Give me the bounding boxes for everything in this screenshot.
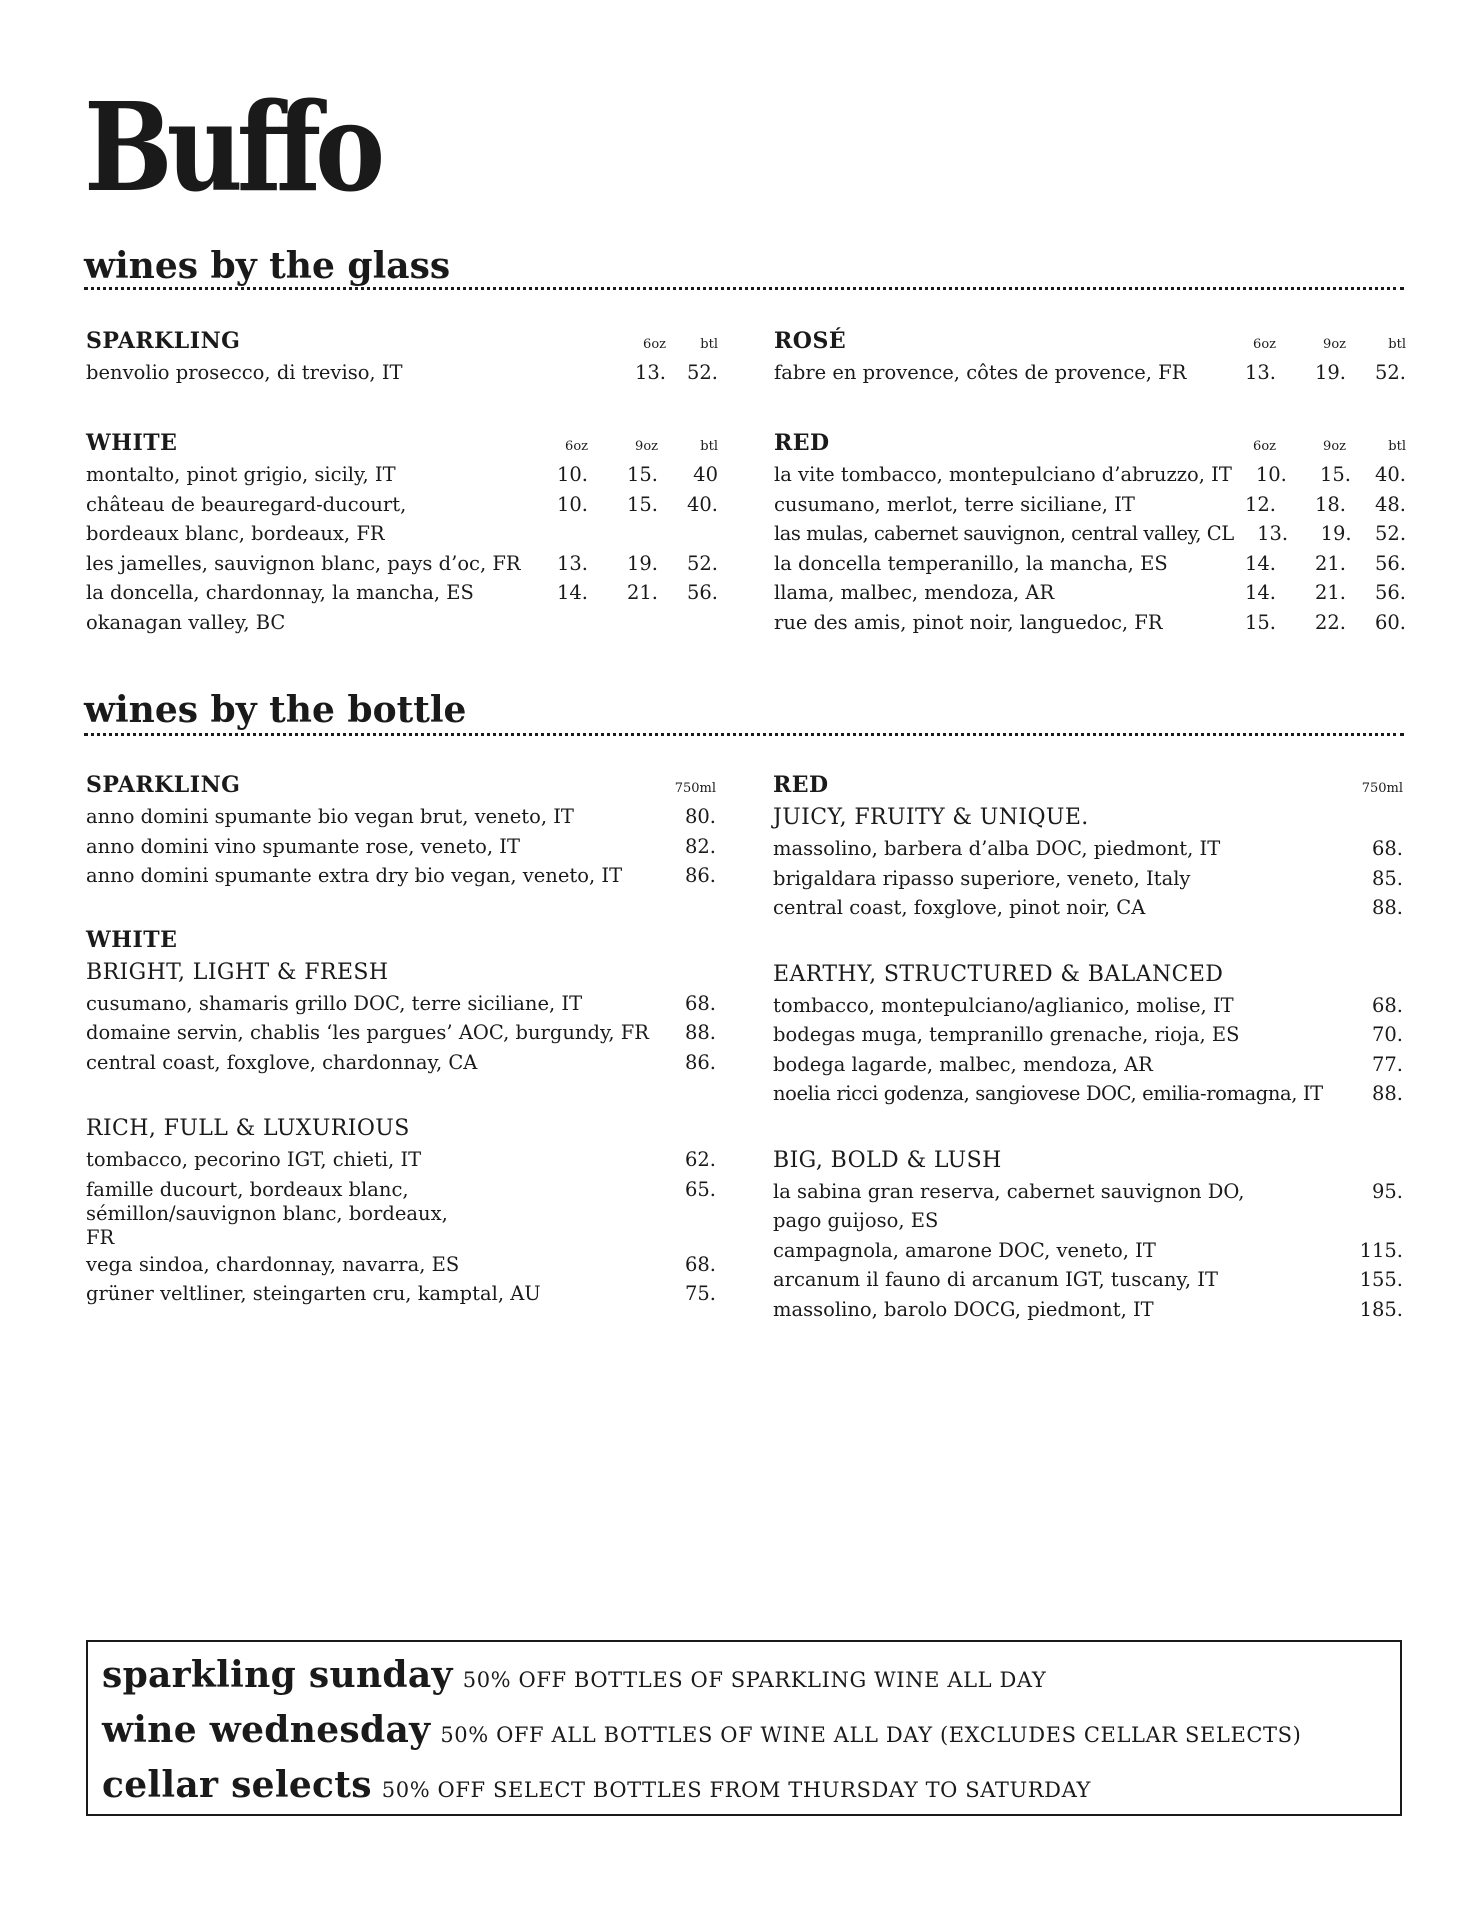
size-label: 6oz <box>643 337 666 352</box>
glass-rose-section <box>774 328 1406 388</box>
size-label: 6oz <box>1253 439 1276 454</box>
wine-row: central coast, foxglove, pinot noir, CA 88. <box>773 896 1403 919</box>
wine-row: les jamelles, sauvignon blanc, pays d’oc, FR 13. 19. 52. <box>86 551 718 575</box>
wine-row: arcanum il fauno di arcanum IGT, tuscany, IT 155. <box>773 1268 1403 1291</box>
bottle-left-column <box>86 772 716 1345</box>
promotions-box <box>86 1640 1402 1816</box>
style-group <box>773 802 1403 923</box>
promo-description: 50% OFF ALL BOTTLES OF WINE ALL DAY (EXCLUDES CELLAR SELECTS) <box>440 1723 1302 1747</box>
promo-row <box>102 1764 1091 1806</box>
section-title-glass: wines by the glass <box>84 245 451 287</box>
wine-row: tombacco, montepulciano/aglianico, molise, IT 68. <box>773 993 1403 1017</box>
section-title-bottle: wines by the bottle <box>84 689 467 731</box>
wine-row: bordeaux blanc, bordeaux, FR <box>86 522 385 545</box>
wine-row: cusumano, merlot, terre siciliane, IT 12. 18. 48. <box>774 492 1406 516</box>
size-label: 9oz <box>635 439 658 454</box>
style-group <box>86 957 716 1078</box>
promo-description: 50% OFF BOTTLES OF SPARKLING WINE ALL DAY <box>462 1668 1047 1692</box>
size-label: btl <box>1388 439 1406 454</box>
wine-row: la doncella temperanillo, la mancha, ES 14. 21. 56. <box>774 551 1406 575</box>
category-heading: RED <box>774 430 830 456</box>
style-heading: BRIGHT, LIGHT & FRESH <box>86 959 389 985</box>
bottle-white-section <box>86 927 716 1309</box>
glass-red-section <box>774 430 1406 637</box>
wine-row: montalto, pinot grigio, sicily, IT 10. 15. 40 <box>86 463 718 486</box>
wine-row: famille ducourt, bordeaux blanc, sémillon/sauvignon blanc, bordeaux, FR 65. <box>86 1177 716 1249</box>
size-label: 750ml <box>674 781 716 796</box>
category-heading: SPARKLING <box>86 328 241 354</box>
glass-sparkling-section <box>86 328 718 388</box>
size-label: 9oz <box>1323 439 1346 454</box>
glass-white-section <box>86 430 718 637</box>
wine-row: anno domini vino spumante rose, veneto, IT 82. <box>86 834 716 858</box>
wine-row: llama, malbec, mendoza, AR 14. 21. 56. <box>774 581 1406 604</box>
wine-row: benvolio prosecco, di treviso, IT 13. 52. <box>86 361 718 384</box>
size-label: 9oz <box>1323 337 1346 352</box>
wine-row: vega sindoa, chardonnay, navarra, ES 68. <box>86 1252 716 1276</box>
category-heading: WHITE <box>86 430 178 456</box>
wine-row: anno domini spumante extra dry bio vegan, veneto, IT 86. <box>86 864 716 887</box>
wine-row: fabre en provence, côtes de provence, FR 13. 19. 52. <box>774 361 1406 384</box>
wine-row: domaine servin, chablis ‘les pargues’ AOC, burgundy, FR 88. <box>86 1021 716 1044</box>
section-divider <box>84 733 1404 736</box>
wine-row: château de beauregard-ducourt, 10. 15. 40. <box>86 492 718 516</box>
category-heading: ROSÉ <box>774 328 847 354</box>
category-heading: WHITE <box>86 926 178 953</box>
section-divider <box>84 287 1404 290</box>
promo-row <box>102 1654 1046 1696</box>
wine-row: campagnola, amarone DOC, veneto, IT 115. <box>773 1238 1403 1262</box>
style-group <box>773 1145 1403 1325</box>
style-group <box>86 1113 716 1309</box>
wine-row: brigaldara ripasso superiore, veneto, Italy 85. <box>773 866 1403 890</box>
style-group <box>773 959 1403 1109</box>
size-label: 750ml <box>1361 781 1403 796</box>
style-heading: JUICY, FRUITY & UNIQUE. <box>773 805 1089 830</box>
promo-description: 50% OFF SELECT BOTTLES FROM THURSDAY TO SATURDAY <box>381 1778 1091 1802</box>
promo-name: wine wednesday <box>102 1709 431 1751</box>
wine-row: rue des amis, pinot noir, languedoc, FR 15. 22. 60. <box>774 610 1406 634</box>
wine-row: massolino, barolo DOCG, piedmont, IT 185. <box>773 1297 1403 1321</box>
brand-logo: Buffo <box>84 75 380 219</box>
promo-name: sparkling sunday <box>102 1654 453 1696</box>
size-label: 6oz <box>565 439 588 454</box>
size-label: 6oz <box>1253 337 1276 352</box>
wine-row: las mulas, cabernet sauvignon, central valley, CL 13. 19. 52. <box>774 522 1407 545</box>
bottle-sparkling-section <box>86 772 716 891</box>
style-heading: EARTHY, STRUCTURED & BALANCED <box>773 961 1224 987</box>
size-label: btl <box>1388 337 1406 352</box>
wine-row: cusumano, shamaris grillo DOC, terre siciliane, IT 68. <box>86 991 716 1015</box>
size-label: btl <box>700 439 718 454</box>
wine-row: la sabina gran reserva, cabernet sauvignon DO, pago guijoso, ES 95. <box>773 1179 1403 1232</box>
category-heading: SPARKLING <box>86 772 241 798</box>
wine-row: bodega lagarde, malbec, mendoza, AR 77. <box>773 1052 1403 1076</box>
wine-row: central coast, foxglove, chardonnay, CA 86. <box>86 1050 716 1074</box>
wine-row: massolino, barbera d’alba DOC, piedmont, IT 68. <box>773 837 1403 860</box>
wine-row: la doncella, chardonnay, la mancha, ES 14. 21. 56. <box>86 581 718 604</box>
wine-row: la vite tombacco, montepulciano d’abruzzo, IT 10. 15. 40. <box>774 463 1406 486</box>
promo-row <box>102 1709 1301 1751</box>
wine-row: anno domini spumante bio vegan brut, veneto, IT 80. <box>86 805 716 828</box>
wine-row: noelia ricci godenza, sangiovese DOC, emilia-romagna, IT 88. <box>773 1082 1403 1105</box>
bottle-red-section <box>773 772 1403 1360</box>
category-heading: RED <box>773 772 829 798</box>
wine-row: grüner veltliner, steingarten cru, kamptal, AU 75. <box>86 1282 716 1305</box>
wine-row: okanagan valley, BC <box>86 610 286 634</box>
style-heading: BIG, BOLD & LUSH <box>773 1147 1002 1173</box>
promo-name: cellar selects <box>102 1764 372 1806</box>
style-heading: RICH, FULL & LUXURIOUS <box>86 1116 410 1141</box>
wine-row: bodegas muga, tempranillo grenache, rioja, ES 70. <box>773 1023 1403 1046</box>
wine-row: tombacco, pecorino IGT, chieti, IT 62. <box>86 1148 716 1171</box>
size-label: btl <box>700 337 718 352</box>
